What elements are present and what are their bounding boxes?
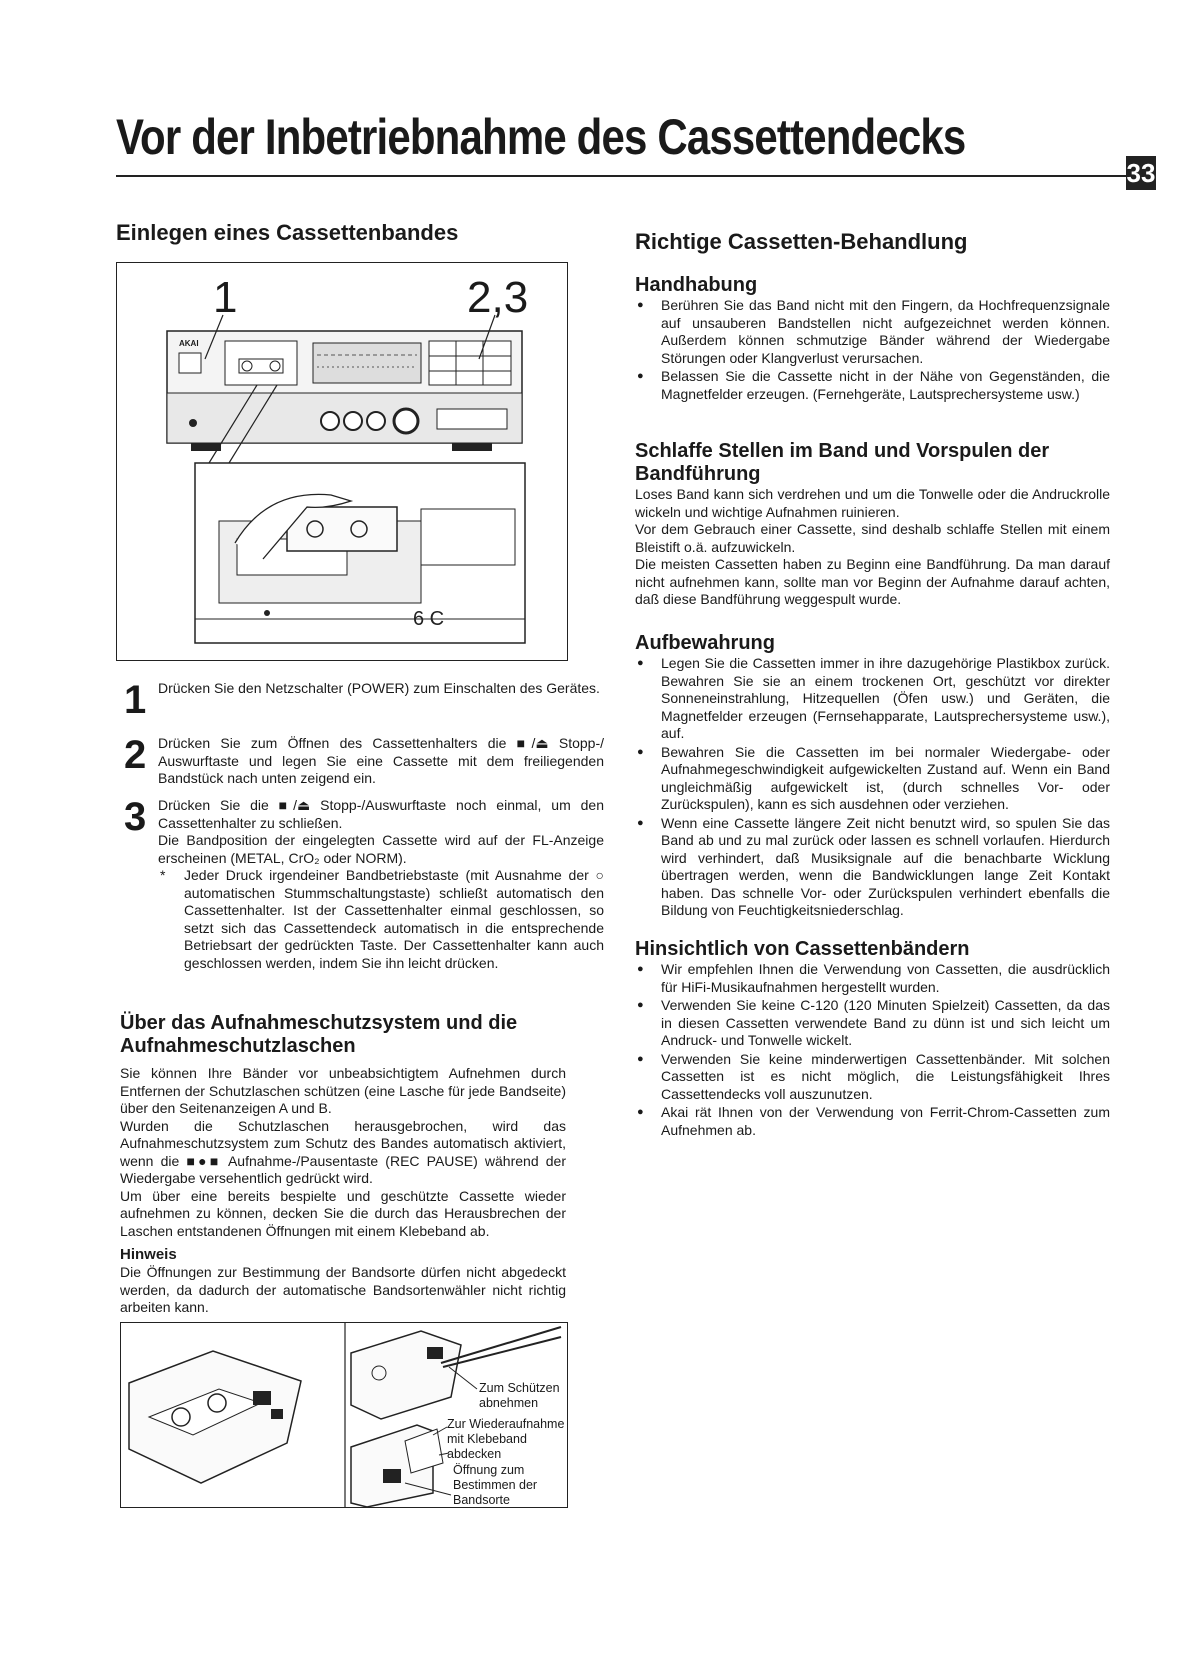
step-text-2: Die Bandposition der eingelegten Cassette wird auf der FL-Anzeige erscheinen (METAL, CrO₂ oder NORM). (158, 832, 604, 866)
slack-paragraph: Vor dem Gebrauch einer Cassette, sind deshalb schlaffe Stellen mit einem Bleistift o.ä. aufzuwickeln. (635, 521, 1110, 555)
title-rule (116, 175, 1126, 177)
handling-section (635, 274, 1110, 404)
step-number: 1 (124, 678, 147, 722)
page-title: Vor der Inbetriebnahme des Cassettendecks (116, 109, 966, 165)
handling-heading: Handhabung (635, 274, 758, 296)
svg-text:6 C: 6 C (413, 608, 445, 630)
storage-heading: Aufbewahrung (635, 632, 775, 654)
list-item: ● Wir empfehlen Ihnen die Verwendung von Cassetten, die ausdrücklich für HiFi-Musikaufnahmen hergestellt wurden. (635, 961, 1110, 996)
callout-step-2-3: 2,3 (467, 273, 529, 322)
list-item: ● Verwenden Sie keine minderwertigen Cassettenbänder. Mit solchen Cassetten ist es nicht möglich, die Leistungsfähigkeit Ihres Cassettendecks voll auszunutzen. (635, 1051, 1110, 1104)
deck-figure (116, 262, 568, 661)
protection-paragraph: Sie können Ihre Bänder vor unbeabsichtigtem Aufnehmen durch Entfernen der Schutzlaschen schützen (eine Lasche für jede Bandseite) über den Seitenanzeigen A und B. (120, 1065, 566, 1116)
list-item: ● Legen Sie die Cassetten immer in ihre dazugehörige Plastikbox zurück. Bewahren Sie sie an einem trockenen Ort, geschützt vor direkter Sonneneinstrahlung, Hitzequellen (Öfen usw.) und Geräten, die Magnetfelder erzeugen (Fernsehapparate, Lautsprechersysteme usw.), auf. (635, 655, 1110, 743)
step-1 (124, 678, 604, 722)
note-marker: * (160, 867, 166, 883)
brand-logo: AKAI (179, 339, 199, 348)
handling-list (635, 297, 1110, 403)
step-number: 3 (124, 795, 147, 839)
storage-section (635, 632, 1110, 921)
tapes-list (635, 961, 1110, 1139)
list-item: ● Wenn eine Cassette längere Zeit nicht benutzt wird, so spulen Sie das Band ab und zu mal zurück oder lassen es schnell vorlaufen. Hierdurch wird verhindert, daß Musiksignale auf die benachbarte Wicklung übertragen werden, wenn die Bandwicklungen lange Zeit Kontakt haben. Das schnelle Vor- oder Zurückspulen verhindert ebenfalls die Bildung von Feuchtigkeitsniederschlag. (635, 815, 1110, 920)
callout-opening: Öffnung zum Bestimmen der Bandsorte (453, 1463, 538, 1507)
hint-text: Die Öffnungen zur Bestimmung der Bandsorte dürfen nicht abgedeckt werden, da dadurch der automatische Bandsortenwähler nicht richtig arbeiten kann. (120, 1264, 566, 1315)
tab-figure (120, 1322, 568, 1508)
tapes-section (635, 938, 1110, 1140)
slack-paragraph: Loses Band kann sich verdrehen und um die Tonwelle oder die Andruckrolle wickeln und wichtige Aufnahmen ruinieren. (635, 486, 1110, 520)
slack-section (635, 440, 1110, 609)
deck-illustration (117, 263, 567, 660)
list-item: ● Akai rät Ihnen von der Verwendung von Ferrit-Chrom-Cassetten zum Aufnehmen ab. (635, 1104, 1110, 1139)
protection-heading: Über das Aufnahmeschutzsystem und die Aufnahmeschutzlaschen (120, 1012, 518, 1057)
list-item: ● Belassen Sie die Cassette nicht in der Nähe von Gegenständen, die Magnetfelder erzeugen. (Fernehgeräte, Lautsprechersysteme usw.) (635, 368, 1110, 403)
callout-remove: Zum Schützen abnehmen (479, 1381, 560, 1410)
storage-list (635, 655, 1110, 920)
step-text: Drücken Sie den Netzschalter (POWER) zum Einschalten des Gerätes. (158, 680, 600, 696)
protection-paragraph: Wurden die Schutzlaschen herausgebrochen, wird das Aufnahmeschutzsystem zum Schutz des Bandes automatisch aktiviert, wenn die ■●■ Aufnahme-/Pausentaste (REC PAUSE) während der Wiedergabe versehentlich gedrückt wird. (120, 1117, 566, 1186)
step-3 (124, 797, 604, 972)
loading-heading: Einlegen eines Cassettenbandes (116, 220, 459, 245)
step-text: Drücken Sie die ■/⏏ Stopp-/Auswurftaste noch einmal, um den Cassettenhalter zu schließen. (158, 797, 604, 831)
tapes-heading: Hinsichtlich von Cassettenbändern (635, 938, 970, 960)
step-number: 2 (124, 733, 147, 777)
step-note: * Jeder Druck irgendeiner Bandbetriebstaste (mit Ausnahme der ○ automatischen Stummschaltungstaste) schließt automatisch den Cassettenhalter. Ist der Cassettenhalter einmal geschlossen, so setzt sich das Cassettendeck automatisch in die entsprechende Betriebsart der gedrückten Taste. Der Cassettenhalter kann auch geschlossen werden, indem Sie ihn leicht drücken. (160, 867, 604, 971)
callout-step-1: 1 (213, 273, 238, 322)
right-heading: Richtige Cassetten-Behandlung (635, 229, 968, 254)
list-item: ● Berühren Sie das Band nicht mit den Fingern, da Hochfrequenzsignale auf unsauberen Bandstellen nicht aufgezeichnet werden können. Außerdem können schmutzige Bänder während der Wiedergabe Störungen oder Klangverlust verursachen. (635, 297, 1110, 367)
page-number-tab: 33 (1126, 158, 1156, 188)
step-2 (124, 735, 604, 788)
protection-paragraph: Um über eine bereits bespielte und geschützte Cassette wieder aufnehmen zu können, decken Sie die durch das Herausbrechen der Laschen entstandenen Öffnungen mit einem Klebeband ab. (120, 1187, 566, 1239)
hint-heading: Hinweis (120, 1246, 177, 1263)
protection-body (120, 1065, 566, 1317)
list-item: ● Verwenden Sie keine C-120 (120 Minuten Spielzeit) Cassetten, da das in diesen Cassetten verwendete Band zu dünn ist und sich leicht um Andruck- und Tonwelle wickelt. (635, 997, 1110, 1050)
step-text: Drücken Sie zum Öffnen des Cassettenhalters die ■/⏏ Stopp-/ Auswurftaste und legen Sie eine Cassette mit dem freiliegenden Bandstück nach unten zeigend ein. (158, 735, 604, 786)
callout-tape: Zur Wiederaufnahme mit Klebeband abdecken (447, 1417, 565, 1461)
slack-paragraph: Die meisten Cassetten haben zu Beginn eine Bandführung. Da man darauf nicht aufnehmen kann, sollte man vor Beginn der Aufnahme darauf achten, daß diese Bandführung weggespult wurde. (635, 556, 1110, 607)
list-item: ● Bewahren Sie die Cassetten im bei normaler Wiedergabe- oder Aufnahmegeschwindigkeit aufgewickelten Zustand auf. Wenn ein Band ungleichmäßig aufgewickelt ist, (durch schnelles Vor- oder Zurückspulen), kann es sich ausdehnen oder verziehen. (635, 744, 1110, 814)
slack-heading: Schlaffe Stellen im Band und Vorspulen der Bandführung (635, 440, 1050, 485)
